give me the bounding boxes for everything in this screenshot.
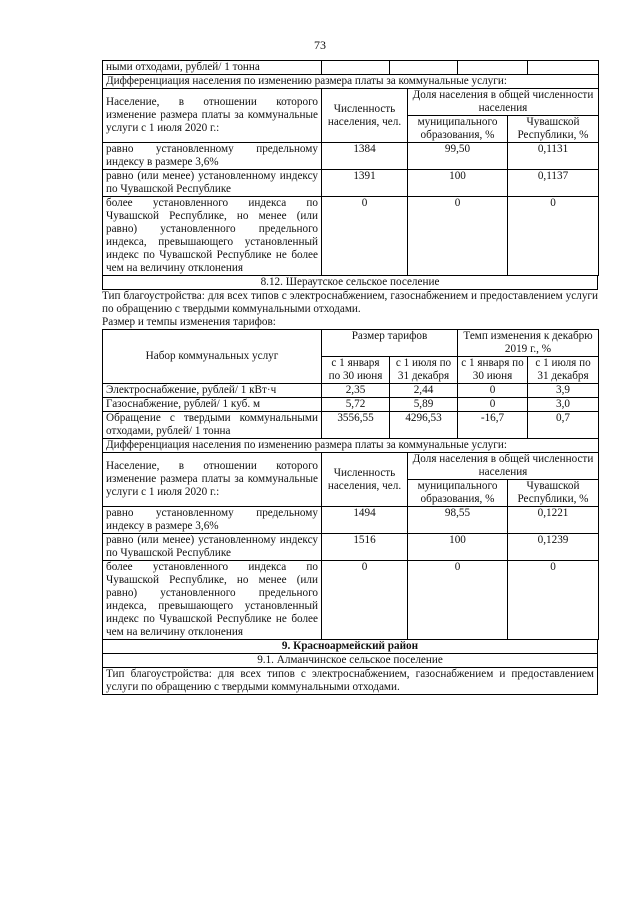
table-row [103, 170, 599, 197]
column-header: с 1 января по 30 июня [458, 357, 528, 384]
column-header: Численность населения, чел. [322, 89, 408, 143]
table-cell: 100 [408, 170, 508, 197]
table-row [103, 276, 598, 290]
section-heading: Дифференциация населения по изменению размера платы за коммунальные услуги: [103, 75, 599, 89]
table-cell: Газоснабжение, рублей/ 1 куб. м [103, 398, 322, 412]
table-cell: 98,55 [408, 507, 508, 534]
table-cell: 0 [322, 561, 408, 640]
table-row [103, 197, 599, 276]
table-cell: равно (или менее) установленному индексу по Чувашской Республике [103, 170, 322, 197]
section-title: 8.12. Шераутское сельское поселение [103, 276, 598, 290]
table-cell: 3,9 [528, 384, 599, 398]
column-header: Население, в отношении которого изменение размера платы за коммунальные услуги с 1 июля 2020 г.: [103, 89, 322, 143]
table-row [103, 561, 599, 640]
table-cell: 2,35 [322, 384, 390, 398]
column-header: Набор коммунальных услуг [103, 330, 322, 384]
table-cell: 0 [408, 561, 508, 640]
column-header: с 1 января по 30 июня [322, 357, 390, 384]
table-row [103, 507, 599, 534]
table-cell: 1516 [322, 534, 408, 561]
table-cell: 0,7 [528, 412, 599, 439]
section-8-12 [102, 276, 598, 290]
column-header: Численность населения, чел. [322, 453, 408, 507]
table-row [103, 384, 599, 398]
table-row [103, 534, 599, 561]
table-cell: 2,44 [390, 384, 458, 398]
table-cell: 0 [508, 197, 599, 276]
table-cell: Электроснабжение, рублей/ 1 кВт·ч [103, 384, 322, 398]
table-header-row [103, 453, 599, 480]
table-cell: 0 [408, 197, 508, 276]
table-cell: 1494 [322, 507, 408, 534]
table-cell: 0 [322, 197, 408, 276]
table-row [103, 640, 598, 654]
table-caption-row [103, 75, 599, 89]
table-cell: -16,7 [458, 412, 528, 439]
table-cell [528, 61, 599, 75]
table-cell: Обращение с твердыми коммунальными отходами, рублей/ 1 тонна [103, 412, 322, 439]
table-row [103, 398, 599, 412]
table-cell: 1391 [322, 170, 408, 197]
column-header: муниципального образования, % [408, 116, 508, 143]
table-cell: 0,1239 [508, 534, 599, 561]
differentiation-table-1 [102, 75, 599, 276]
column-header: с 1 июля по 31 декабря [528, 357, 599, 384]
table-cell: 100 [408, 534, 508, 561]
table-cell: 3556,55 [322, 412, 390, 439]
document-content [102, 60, 598, 695]
table-row [103, 412, 599, 439]
column-header: с 1 июля по 31 декабря [390, 357, 458, 384]
section-heading: Дифференциация населения по изменению размера платы за коммунальные услуги: [103, 439, 599, 453]
table-cell [390, 61, 458, 75]
table-header-row [103, 89, 599, 116]
infrastructure-type-text: Тип благоустройства: для всех типов с электроснабжением, газоснабжением и предоставлением услуги по обращению с твердыми коммунальными отходами. [102, 290, 598, 315]
tariff-table [102, 329, 599, 439]
column-header: Доля населения в общей численности населения [408, 89, 599, 116]
table-cell: более установленного индекса по Чувашской Республике, но менее (или равно) установленного предельного индекса, превышающего установленный индекс по Чувашской Республике не более чем на величину отклонения [103, 197, 322, 276]
table-cell: 0 [508, 561, 599, 640]
table-cell: 99,50 [408, 143, 508, 170]
column-header: Чувашской Республики, % [508, 116, 599, 143]
table-cell: 0 [458, 398, 528, 412]
table-row [103, 668, 598, 695]
column-header: муниципального образования, % [408, 480, 508, 507]
tariffs-heading: Размер и темпы изменения тарифов: [102, 316, 276, 328]
table-header-row [103, 330, 599, 357]
table-cell [458, 61, 528, 75]
tariff-table-fragment [102, 60, 599, 75]
section-9 [102, 640, 598, 695]
table-row [103, 654, 598, 668]
table-cell: равно установленному предельному индексу в размере 3,6% [103, 507, 322, 534]
table-cell: более установленного индекса по Чувашской Республике, но менее (или равно) установленного предельного индекса, превышающего установленный индекс по Чувашской Республике не более чем на величину отклонения [103, 561, 322, 640]
table-cell: 5,72 [322, 398, 390, 412]
table-row [103, 143, 599, 170]
column-header: Население, в отношении которого изменение размера платы за коммунальные услуги с 1 июля 2020 г.: [103, 453, 322, 507]
table-cell: 5,89 [390, 398, 458, 412]
table-row [103, 61, 599, 75]
page-number: 73 [314, 38, 326, 52]
table-cell: ными отходами, рублей/ 1 тонна [103, 61, 322, 75]
table-cell: 4296,53 [390, 412, 458, 439]
table-cell: 0 [458, 384, 528, 398]
table-cell: равно (или менее) установленному индексу по Чувашской Республике [103, 534, 322, 561]
table-cell: равно установленному предельному индексу в размере 3,6% [103, 143, 322, 170]
table-cell: 0,1131 [508, 143, 599, 170]
column-header: Темп изменения к декабрю 2019 г., % [458, 330, 599, 357]
column-header: Размер тарифов [322, 330, 458, 357]
subsection-title: 9.1. Алманчинское сельское поселение [103, 654, 598, 668]
column-header: Доля населения в общей численности населения [408, 453, 599, 480]
table-caption-row [103, 439, 599, 453]
table-cell: 3,0 [528, 398, 599, 412]
table-cell: 1384 [322, 143, 408, 170]
differentiation-table-2 [102, 439, 599, 640]
table-cell: 0,1221 [508, 507, 599, 534]
table-cell [322, 61, 390, 75]
section-title: 9. Красноармейский район [103, 640, 598, 654]
column-header: Чувашской Республики, % [508, 480, 599, 507]
infrastructure-type-text: Тип благоустройства: для всех типов с электроснабжением, газоснабжением и предоставлением услуги по обращению с твердыми коммунальными отходами. [103, 668, 598, 695]
table-cell: 0,1137 [508, 170, 599, 197]
